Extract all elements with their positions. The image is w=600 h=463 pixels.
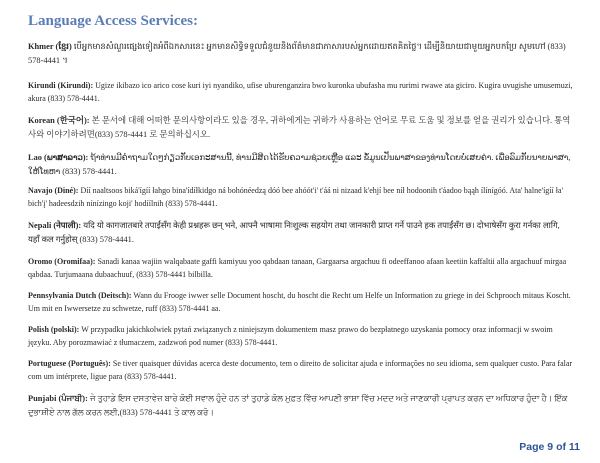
entry-language: Oromo (Oromifaa): [28,257,96,266]
entry-text: Sanadi kanaa wajiin walqabaate gaffi kamiyuu yoo qabdaan tanaan, Gargaarsa argachuu fi odeeffanoo afaan keetiin kaffaltii alla argachuuf mirgaa qabdaa. Turjumaana dubaachuuf, (833) 578-4441 bilbilla. [28,257,567,279]
entry-pennsylvania-dutch [28,290,573,315]
entry-language: Nepali (नेपाली): [28,221,82,230]
entry-text: W przypadku jakichkolwiek pytań związanych z niniejszym dokumentem masz prawo do bezpłatnego uzyskania pomocy oraz informacji w swoim języku. Aby porozmawiać z tłumaczem, zadzwoń pod numer (833) 578-4441. [28,325,553,347]
entry-language: Kirundi (Kirundi): [28,81,94,90]
entry-kirundi [28,80,573,105]
entry-text: 본 문서에 대해 어떠한 문의사항이라도 있을 경우, 귀하에게는 귀하가 사용하는 언어로 무료 도움 및 정보를 얻을 권리가 있습니다. 통역사와 이야기하려면(833) 578-4441 로 문의하십시오. [28,116,571,139]
entry-text: ਜੇ ਤੁਹਾਡੇ ਇਸ ਦਸਤਾਵੇਜ਼ ਬਾਰੇ ਕੋਈ ਸਵਾਲ ਹੁੰਦੇ ਹਨ ਤਾਂ ਤੁਹਾਡੇ ਕੋਲ ਮੁਫ਼ਤ ਵਿੱਚ ਆਪਣੀ ਭਾਸ਼ਾ ਵਿੱਚ ਮਦਦ ਅਤੇ ਜਾਣਕਾਰੀ ਪ੍ਰਾਪਤ ਕਰਨ ਦਾ ਅਧਿਕਾਰ ਹੁੰਦਾ ਹੈ। ਇੱਕ ਦੁਭਾਸ਼ੀਏ ਨਾਲ ਗੱਲ ਕਰਨ ਲਈ,(833) 578-4441 ਤੇ ਕਾਲ ਕਰੋ। [28,394,568,417]
entry-text: បើអ្នកមានសំណួរផ្សេងទៀតអំពីឯកសារនេះ អ្នកមានសិទ្ធិទទួលជំនួយនិងព័ត៌មានជាភាសារបស់អ្នកដោយឥតគិតថ្លៃ។ ដើម្បីនិយាយជាមួយអ្នកបកប្រែ សូមហៅ (833) 578-4441 ។ [28,42,566,65]
entry-nepali [28,219,573,247]
entry-khmer [28,40,573,68]
entry-language: Lao (ພາສາລາວ): [28,153,89,162]
entry-navajo [28,185,573,210]
entry-portuguese [28,358,573,383]
language-entries [28,40,573,420]
entry-lao [28,151,573,179]
page-heading: Language Access Services: [28,13,198,29]
entry-korean [28,114,573,142]
entry-text: Se tiver quaisquer dúvidas acerca deste documento, tem o direito de solicitar ajuda e informações no seu idioma, sem qualquer custo. Para falar com um intérprete, ligue para (833) 578-4441. [28,359,573,381]
entry-text: ຖ້າທ່ານມີຄຳຖາມໃດໆກ່ຽວກັບເອກະສານນີ້, ທ່ານມີສິດໄດ້ຮັບຄວາມຊ່ວຍເຫຼືອ ແລະ ຂໍ້ມູນເປັນພາສາຂອງທ່ານໂດຍບໍ່ເສຍຄ່າ. ເພື່ອລົມກັບນາຍພາສາ, ໃຫ້ໂທຫາ (833) 578-4441. [28,153,571,176]
entry-text: Wann du Frooge iwwer selle Document hoscht, du hoscht die Recht um Helfe un Information zu griege in dei Schprooch mitaus Koscht. Um mit en Iwwersetze zu schwetze, ruff (833) 578-4441 aa. [28,291,571,313]
entry-language: Pennsylvania Dutch (Deitsch): [28,291,132,300]
entry-language: Korean (한국어): [28,116,90,125]
entry-text: Díí naaltsoos biká'ígíí łahgo bina'ídíłkidgo ná bohónéedzą dóó bee ahóót'i' t'áá ni nizaad k'ehjí bee níł hodoonih t'áadoo bąąh ílínígóó. Ata' halne'ígíí ła' bich'į' hadeesdzih nínízingo koji' hodíílnih (833) 578-4441. [28,186,563,208]
entry-text: Ugize ikibazo ico arico cose kuri iyi nyandiko, ufise uburenganzira bwo kuronka ubufasha mu rurimi rwawe ata giciro. Kugira uvugishe umusemuzi, akura (833) 578-4441. [28,81,573,103]
entry-language: Navajo (Diné): [28,186,79,195]
entry-text: यदि यो कागजातबारे तपाईंसँग केही प्रश्नहरू छन् भने, आफ्नै भाषामा निःशुल्क सहयोग तथा जानकारी प्राप्त गर्ने पाउने हक तपाईंसँग छ। दोभाषेसँग कुरा गर्नका लागि, यहाँ कल गर्नुहोस् (833) 578-4441. [28,221,560,244]
entry-oromo [28,256,573,281]
entry-polish [28,324,573,349]
entry-language: Punjabi (ਪੰਜਾਬੀ): [28,394,88,403]
entry-language: Polish (polski): [28,325,80,334]
entry-language: Portuguese (Português): [28,359,111,368]
entry-punjabi [28,392,573,420]
entry-language: Khmer (ខ្មែរ) [28,42,72,51]
page-number: Page 9 of 11 [519,441,580,453]
